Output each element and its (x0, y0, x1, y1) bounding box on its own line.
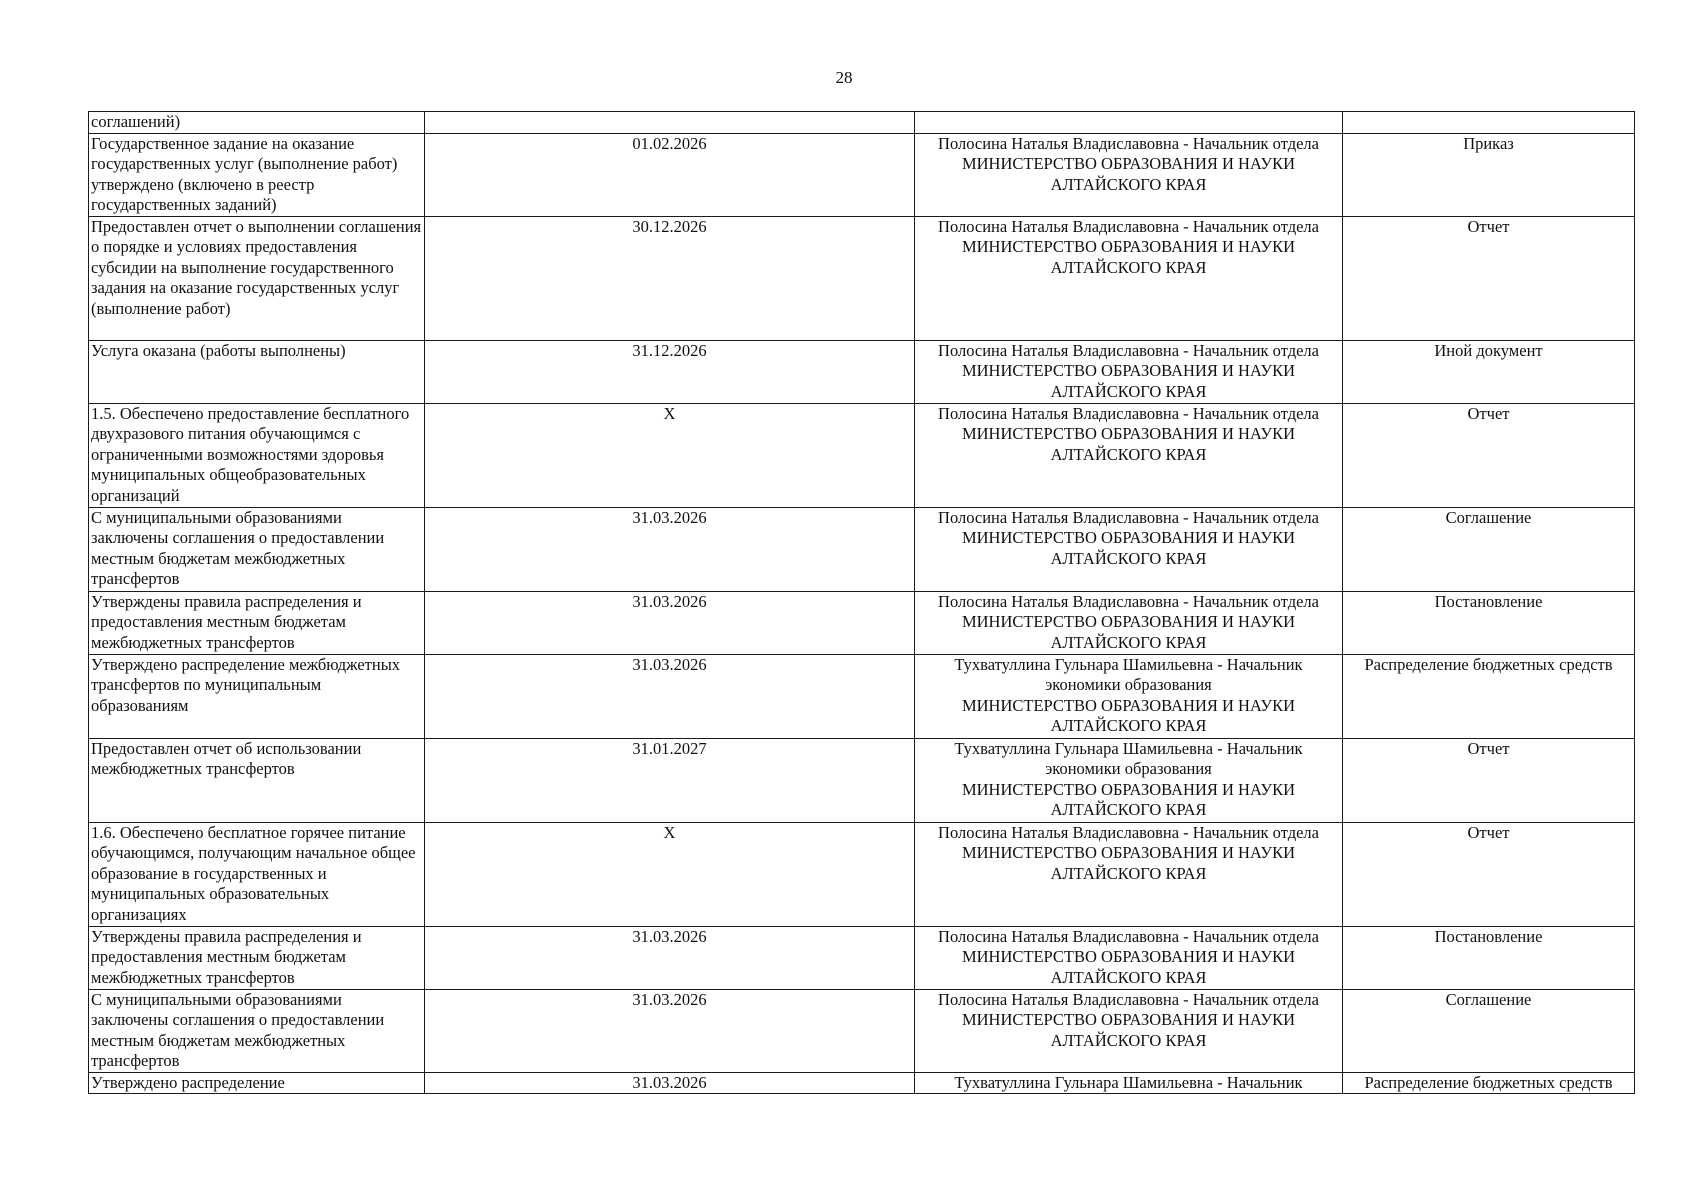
responsible-line: МИНИСТЕРСТВО ОБРАЗОВАНИЯ И НАУКИ (961, 843, 1296, 862)
activity-name-cell: Утверждены правила распределения и предоставления местным бюджетам межбюджетных трансфертов (89, 926, 425, 989)
responsible-person-cell (915, 654, 1343, 738)
activity-name-cell: С муниципальными образованиями заключены соглашения о предоставлении местным бюджетам межбюджетных трансфертов (89, 989, 425, 1072)
deadline-date-cell: 31.03.2026 (425, 1072, 915, 1094)
responsible-person-cell (915, 738, 1343, 822)
document-type-cell (1343, 112, 1635, 134)
table-row (89, 133, 1635, 216)
document-type-cell: Приказ (1343, 133, 1635, 216)
responsible-person-cell (915, 340, 1343, 403)
table-row (89, 926, 1635, 989)
responsible-line: Полосина Наталья Владиславовна - Начальник отдела (938, 822, 1319, 842)
responsible-line: МИНИСТЕРСТВО ОБРАЗОВАНИЯ И НАУКИ (961, 695, 1296, 715)
responsible-line: экономики образования (1045, 759, 1212, 778)
responsible-line: МИНИСТЕРСТВО ОБРАЗОВАНИЯ И НАУКИ (961, 612, 1296, 631)
responsible-line: МИНИСТЕРСТВО ОБРАЗОВАНИЯ И НАУКИ (961, 779, 1296, 799)
deadline-date-cell (425, 112, 915, 134)
responsible-line: МИНИСТЕРСТВО ОБРАЗОВАНИЯ И НАУКИ (961, 361, 1296, 380)
responsible-line: АЛТАЙСКОГО КРАЯ (1050, 800, 1207, 819)
responsible-line: АЛТАЙСКОГО КРАЯ (1050, 444, 1207, 464)
responsible-person-cell (915, 1072, 1343, 1094)
deadline-date-cell: 31.03.2026 (425, 989, 915, 1072)
table-row (89, 112, 1635, 134)
responsible-line: АЛТАЙСКОГО КРАЯ (1050, 1030, 1207, 1050)
activity-name-cell: Предоставлен отчет об использовании межбюджетных трансфертов (89, 738, 425, 822)
document-type-cell: Иной документ (1343, 340, 1635, 403)
responsible-person-cell (915, 989, 1343, 1072)
responsible-person-cell (915, 926, 1343, 989)
activity-name-cell: С муниципальными образованиями заключены соглашения о предоставлении местным бюджетам межбюджетных трансфертов (89, 507, 425, 591)
responsible-line: МИНИСТЕРСТВО ОБРАЗОВАНИЯ И НАУКИ (961, 154, 1296, 173)
document-type-cell: Распределение бюджетных средств (1343, 1072, 1635, 1094)
responsible-line: АЛТАЙСКОГО КРАЯ (1050, 863, 1207, 883)
responsible-line: МИНИСТЕРСТВО ОБРАЗОВАНИЯ И НАУКИ (961, 1010, 1296, 1029)
document-type-cell: Отчет (1343, 403, 1635, 507)
responsible-line: Тухватуллина Гульнара Шамильевна - Начальник (954, 738, 1303, 758)
responsible-line: экономики образования (1045, 675, 1212, 694)
table-body (89, 112, 1635, 1094)
deadline-date-cell: X (425, 822, 915, 926)
responsible-line: Тухватуллина Гульнара Шамильевна - Начальник (954, 1072, 1303, 1092)
page-number: 28 (835, 68, 853, 87)
responsible-line: Полосина Наталья Владиславовна - Начальник отдела (938, 403, 1319, 423)
activity-name-cell: Утверждено распределение (89, 1072, 425, 1094)
activity-name-cell: Предоставлен отчет о выполнении соглашения о порядке и условиях предоставления субсидии на выполнение государственного задания на оказание государственных услуг (выполнение работ) (89, 216, 425, 340)
deadline-date-cell: 31.03.2026 (425, 654, 915, 738)
responsible-line: АЛТАЙСКОГО КРАЯ (1050, 381, 1207, 401)
deadline-date-cell: 31.12.2026 (425, 340, 915, 403)
deadline-date-cell: 30.12.2026 (425, 216, 915, 340)
deadline-date-cell: 31.01.2027 (425, 738, 915, 822)
responsible-person-cell (915, 216, 1343, 340)
deadline-date-cell: X (425, 403, 915, 507)
document-type-cell: Соглашение (1343, 989, 1635, 1072)
responsible-line: МИНИСТЕРСТВО ОБРАЗОВАНИЯ И НАУКИ (961, 947, 1296, 966)
document-type-cell: Постановление (1343, 926, 1635, 989)
responsible-line: Полосина Наталья Владиславовна - Начальник отдела (938, 340, 1319, 360)
activity-name-cell: Услуга оказана (работы выполнены) (89, 340, 425, 403)
activity-name-cell: Утверждено распределение межбюджетных трансфертов по муниципальным образованиям (89, 654, 425, 738)
document-type-cell: Постановление (1343, 591, 1635, 654)
table-row (89, 822, 1635, 926)
responsible-person-cell (915, 112, 1343, 134)
deadline-date-cell: 31.03.2026 (425, 926, 915, 989)
responsible-line: АЛТАЙСКОГО КРАЯ (1050, 967, 1207, 987)
responsible-person-cell (915, 822, 1343, 926)
document-type-cell: Отчет (1343, 822, 1635, 926)
table-row (89, 654, 1635, 738)
responsible-line: Полосина Наталья Владиславовна - Начальник отдела (938, 989, 1319, 1009)
deadline-date-cell: 31.03.2026 (425, 591, 915, 654)
responsible-line: МИНИСТЕРСТВО ОБРАЗОВАНИЯ И НАУКИ (961, 237, 1296, 256)
table-row (89, 1072, 1635, 1094)
responsible-line: АЛТАЙСКОГО КРАЯ (1050, 548, 1207, 568)
responsible-line: Полосина Наталья Владиславовна - Начальник отдела (938, 507, 1319, 527)
table-row (89, 591, 1635, 654)
deadline-date-cell: 31.03.2026 (425, 507, 915, 591)
document-table (88, 111, 1635, 1094)
document-type-cell: Отчет (1343, 738, 1635, 822)
activity-name-cell: 1.5. Обеспечено предоставление бесплатного двухразового питания обучающимся с ограниченными возможностями здоровья муниципальных общеобразовательных организаций (89, 403, 425, 507)
responsible-line: АЛТАЙСКОГО КРАЯ (1050, 174, 1207, 194)
responsible-line: АЛТАЙСКОГО КРАЯ (1050, 716, 1207, 735)
responsible-line: Полосина Наталья Владиславовна - Начальник отдела (938, 216, 1319, 236)
responsible-line: Полосина Наталья Владиславовна - Начальник отдела (938, 926, 1319, 946)
responsible-line: МИНИСТЕРСТВО ОБРАЗОВАНИЯ И НАУКИ (961, 528, 1296, 547)
table-row (89, 989, 1635, 1072)
table-row (89, 507, 1635, 591)
activity-name-cell: Утверждены правила распределения и предоставления местным бюджетам межбюджетных трансфертов (89, 591, 425, 654)
table-row (89, 738, 1635, 822)
responsible-person-cell (915, 403, 1343, 507)
document-type-cell: Соглашение (1343, 507, 1635, 591)
document-type-cell: Отчет (1343, 216, 1635, 340)
responsible-line: Полосина Наталья Владиславовна - Начальник отдела (938, 591, 1319, 611)
activity-name-cell: 1.6. Обеспечено бесплатное горячее питание обучающимся, получающим начальное общее образование в государственных и муниципальных образовательных организациях (89, 822, 425, 926)
activity-name-cell: соглашений) (89, 112, 425, 134)
activity-name-cell: Государственное задание на оказание государственных услуг (выполнение работ) утверждено (включено в реестр государственных заданий) (89, 133, 425, 216)
responsible-line: АЛТАЙСКОГО КРАЯ (1050, 257, 1207, 277)
responsible-line: АЛТАЙСКОГО КРАЯ (1050, 632, 1207, 652)
document-type-cell: Распределение бюджетных средств (1343, 654, 1635, 738)
responsible-line: Тухватуллина Гульнара Шамильевна - Начальник (954, 654, 1303, 674)
table-row (89, 403, 1635, 507)
responsible-line: МИНИСТЕРСТВО ОБРАЗОВАНИЯ И НАУКИ (961, 424, 1296, 443)
responsible-person-cell (915, 591, 1343, 654)
table-row (89, 216, 1635, 340)
deadline-date-cell: 01.02.2026 (425, 133, 915, 216)
responsible-person-cell (915, 507, 1343, 591)
table-row (89, 340, 1635, 403)
responsible-line: Полосина Наталья Владиславовна - Начальник отдела (938, 133, 1319, 153)
responsible-person-cell (915, 133, 1343, 216)
